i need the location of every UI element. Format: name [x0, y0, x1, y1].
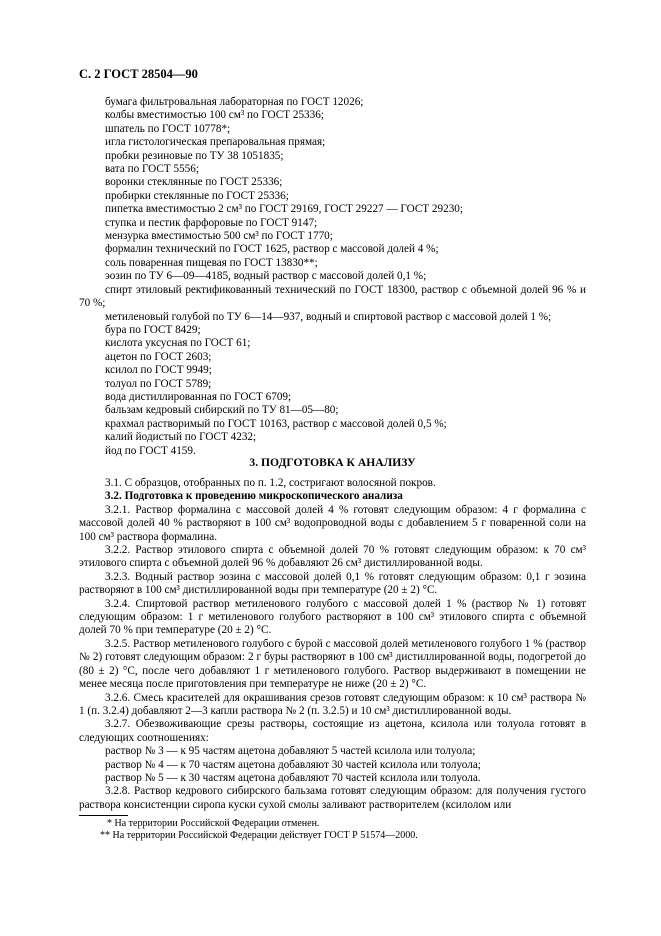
list-item: ступка и пестик фарфоровые по ГОСТ 9147; [105, 216, 318, 229]
footnote: ** На территории Российской Федерации действует ГОСТ Р 51574—2000. [100, 830, 418, 841]
list-item: бура по ГОСТ 8429; [105, 323, 201, 336]
list-item: бальзам кедровый сибирский по ТУ 81—05—80; [105, 404, 339, 417]
page-header: С. 2 ГОСТ 28504—90 [79, 67, 198, 81]
paragraph: 3.2.5. Раствор метиленового голубого с бурой с массовой долей метиленового голубого 1 % (раствор № 2) готовят следующим образом: 2 г буры растворяют в 100 см³ дистиллированной воды, подогретой до (80 ± 2) °С, после чего добавляют 1 г метиленового голубого. Раствор выдерживают в помещении не менее месяца после приготовления при температуре не ниже (20 ± 2) °С. [79, 637, 586, 691]
paragraph: 3.2.4. Спиртовой раствор метиленового голубого с массовой долей 1 % (раствор № 1) готовят следующим образом: 1 г метиленового голубого растворяют в 100 см³ этилового спирта с объемной долей 70 % при температуре (20 ± 2) °С. [79, 597, 586, 637]
list-item: шпатель по ГОСТ 10778*; [105, 122, 231, 135]
materials-list [79, 96, 586, 458]
subsection-heading: 3.2. Подготовка к проведению микроскопического анализа [105, 490, 403, 503]
list-item: толуол по ГОСТ 5789; [105, 377, 212, 390]
list-item: соль поваренная пищевая по ГОСТ 13830**; [105, 256, 318, 269]
list-item: пробки резиновые по ТУ 38 1051835; [105, 149, 284, 162]
paragraph: 3.2.1. Раствор формалина с массовой долей 4 % готовят следующим образом: 4 г формалина с массовой долей 40 % растворяют в 100 см³ водопроводной воды с добавлением 5 г поваренной соли на 100 см³ раствора формалина. [79, 503, 586, 543]
list-item: мензурка вместимостью 500 см³ по ГОСТ 1770; [105, 230, 333, 243]
paragraph: 3.1. С образцов, отобранных по п. 1.2, состригают волосяной покров. [105, 477, 436, 489]
list-item: вода дистиллированная по ГОСТ 6709; [105, 390, 292, 403]
list-item: кислота уксусная по ГОСТ 61; [105, 337, 251, 350]
paragraph: раствор № 3 — к 95 частям ацетона добавляют 5 частей ксилола или толуола; [105, 745, 476, 758]
section-body [79, 477, 586, 812]
paragraph: раствор № 5 — к 30 частям ацетона добавляют 70 частей ксилола или толуола. [105, 771, 481, 784]
footnote-divider [79, 815, 128, 816]
paragraph: раствор № 4 — к 70 частям ацетона добавляют 30 частей ксилола или толуола; [105, 758, 481, 771]
list-item: игла гистологическая препаровальная прямая; [105, 136, 326, 149]
list-item: крахмал растворимый по ГОСТ 10163, раствор с массовой долей 0,5 %; [105, 417, 447, 430]
list-item: метиленовый голубой по ТУ 6—14—937, водный и спиртовой раствор с массовой долей 1 %; [105, 310, 552, 323]
list-item: пипетка вместимостью 2 см³ по ГОСТ 29169, ГОСТ 29227 — ГОСТ 29230; [105, 203, 464, 216]
list-item: ацетон по ГОСТ 2603; [105, 350, 212, 363]
list-item: эозин по ТУ 6—09—4185, водный раствор с массовой долей 0,1 %; [105, 270, 427, 283]
paragraph: 3.2.7. Обезвоживающие срезы растворы, состоящие из ацетона, ксилола или толуола готовят в следующих соотношениях: [79, 718, 586, 744]
list-item: калий йодистый по ГОСТ 4232; [105, 431, 257, 444]
list-item: колбы вместимостью 100 см³ по ГОСТ 25336; [105, 109, 324, 122]
footnote: * На территории Российской Федерации отменен. [107, 818, 320, 829]
list-item: бумага фильтровальная лабораторная по ГОСТ 12026; [105, 96, 364, 108]
paragraph: 3.2.8. Раствор кедрового сибирского бальзама готовят следующим образом: для получения густого раствора консистенции сиропа куски сухой смолы заливают растворителем (ксилолом или [79, 785, 586, 811]
section-title: 3. ПОДГОТОВКА К АНАЛИЗУ [249, 456, 416, 469]
paragraph: 3.2.2. Раствор этилового спирта с объемной долей 70 % готовят следующим образом: к 70 см³ этилового спирта с объемной долей 96 % добавляют 26 см³ дистиллированной воды. [79, 544, 586, 570]
list-item: формалин технический по ГОСТ 1625, раствор с массовой долей 4 %; [105, 243, 439, 256]
list-item: йод по ГОСТ 4159. [105, 444, 196, 457]
paragraph: 3.2.6. Смесь красителей для окрашивания срезов готовят следующим образом: к 10 см³ раствора № 1 (п. 3.2.4) добавляют 2—3 капли раствора № 2 (п. 3.2.5) и 10 см³ дистиллированной воды. [79, 691, 586, 717]
paragraph: 3.2.3. Водный раствор эозина с массовой долей 0,1 % готовят следующим образом: 0,1 г эозина растворяют в 100 см³ дистиллированной воды при температуре (20 ± 2) °С. [79, 570, 586, 597]
list-item: вата по ГОСТ 5556; [105, 163, 199, 176]
list-item: ксилол по ГОСТ 9949; [105, 364, 212, 377]
list-item: пробирки стеклянные по ГОСТ 25336; [105, 189, 289, 202]
list-item: воронки стеклянные по ГОСТ 25336; [105, 176, 283, 189]
list-item: спирт этиловый ректификованный технический по ГОСТ 18300, раствор с объемной долей 96 % и 70 %; [79, 283, 586, 310]
